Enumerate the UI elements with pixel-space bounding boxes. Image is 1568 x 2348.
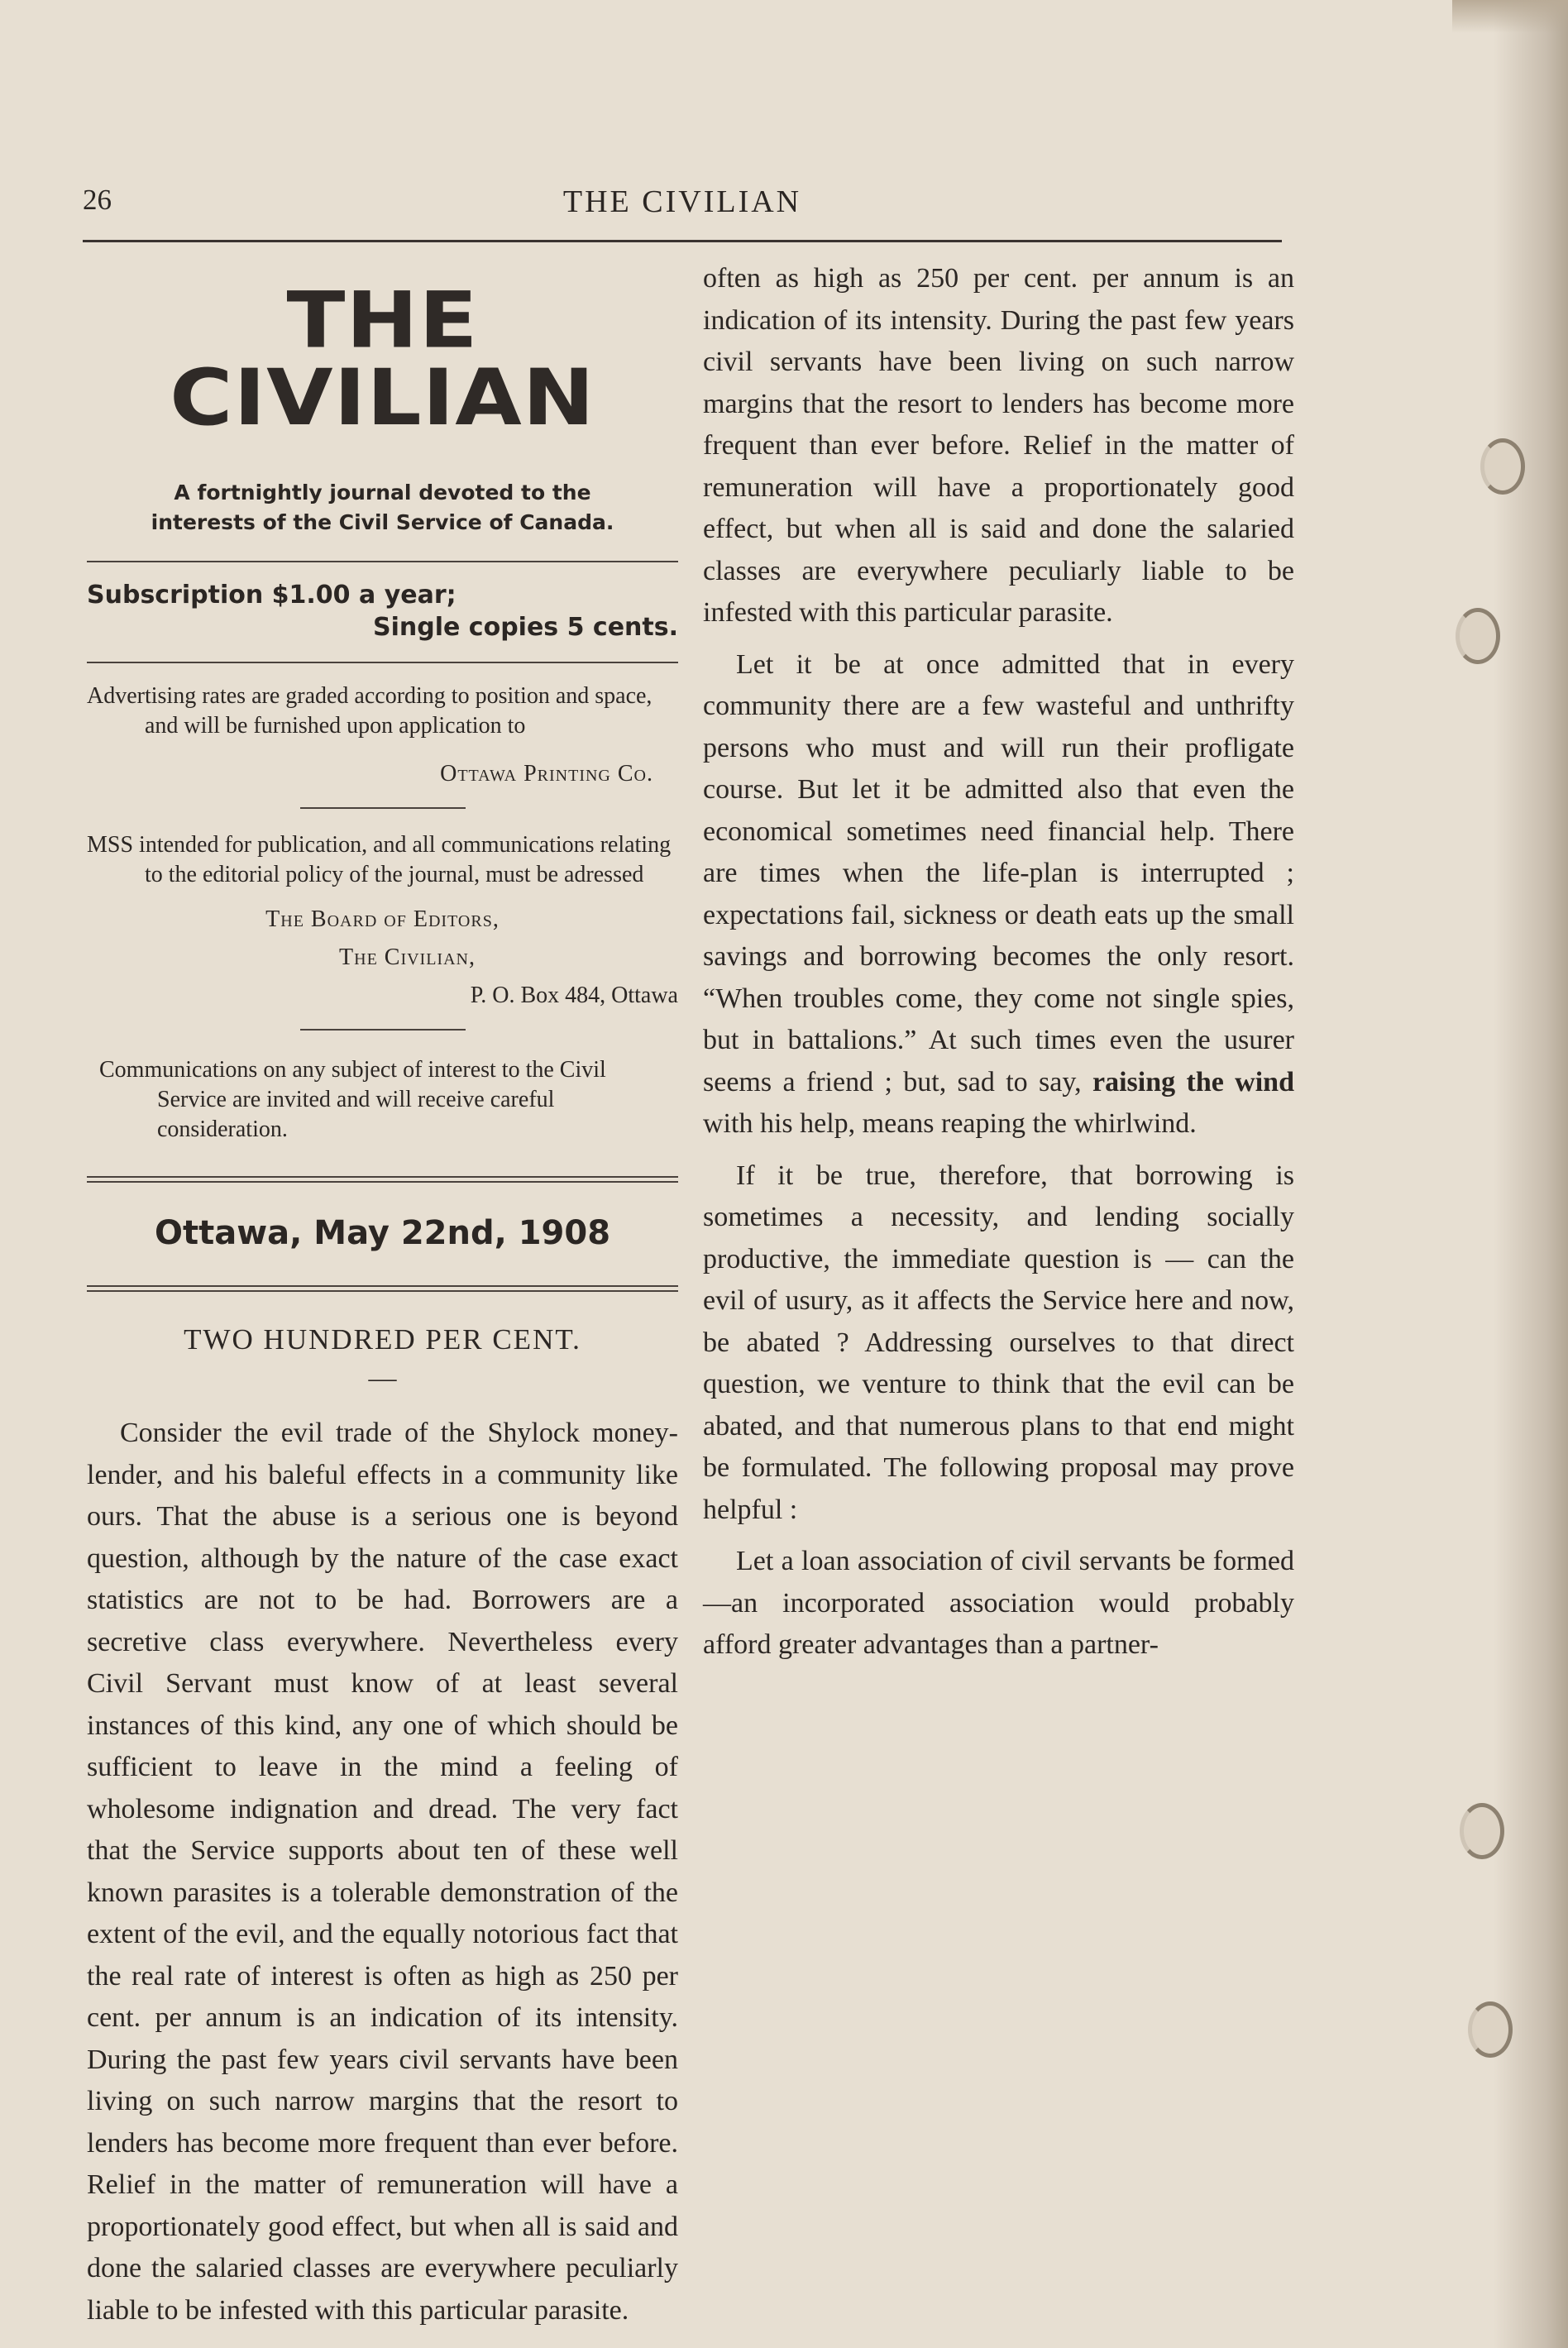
subscription-block [87, 581, 678, 642]
advertising-block [87, 681, 678, 789]
right-column [703, 258, 1294, 1676]
double-divider [87, 1176, 678, 1183]
header-rule [83, 240, 1282, 242]
paragraph-text: Let it be at once admitted that in every community there are a few wasteful and unthrifty persons who must and will run their profligate course. But let it be admitted also that even the economical sometimes need financial help. There are times when the life-plan is interrupted ; expectations fail, sickness or death eats up the small savings and borrowing becomes the only resort. “When troubles come, they come not single spies, but in battalions.” At such times even the usurer seems a friend ; but, sad to say, [703, 648, 1294, 1097]
printing-company: Ottawa Printing Co. [440, 761, 653, 787]
communications-text: Communications on any subject of interest to the Civil Service are invited and will receive careful consideration. [99, 1057, 606, 1142]
binding-hole [1480, 438, 1525, 495]
article-title: TWO HUNDRED PER CENT. [184, 1323, 581, 1356]
title-separator: — [368, 1363, 397, 1394]
editors-address-line: The Board of Editors, [265, 906, 500, 932]
editors-address-line: P. O. Box 484, Ottawa [470, 983, 678, 1008]
masthead-title: THE CIVILIAN [170, 275, 595, 443]
binding-hole [1456, 608, 1500, 664]
short-divider [300, 807, 466, 809]
paragraph-text: with his help, means reaping the whirlwind. [703, 1108, 1197, 1139]
left-column [87, 248, 678, 2326]
manuscripts-text: MSS intended for publication, and all communications relating to the editorial policy of the journal, must be adressed [87, 832, 672, 887]
article-paragraph [703, 644, 1294, 1145]
article-paragraph: Let a loan association of civil servants be formed—an incorporated association would probably afford greater advantages than a partner- [703, 1546, 1294, 1660]
editors-address-line: The Civilian, [339, 944, 476, 970]
article-paragraph: Consider the evil trade of the Shylock money-lender, and his baleful effects in a community like ours. That the abuse is a serious one is beyond question, although by the nature of the case exact statistics are not to be had. Borrowers are a secretive class everywhere. Nevertheless every Civil Servant must know of at least several instances of this kind, any one of which should be sufficient to leave in the mind a feeling of wholesome indignation and dread. The very fact that the Service supports about ten of these well known parasites is a tolerable demonstration of the extent of the evil, and the equally notorious fact that the real rate of interest is often as high as 250 per cent. per annum is an indication of its intensity. During the past few years civil servants have been living on such narrow margins that the resort to lenders has become more frequent than ever before. Relief in the matter of remuneration will have a proportionately good effect, but when all is said and done the salaried classes are everywhere peculiarly liable to be infested with this particular parasite. [87, 1418, 678, 2326]
subscription-price: Subscription $1.00 a year; [87, 581, 457, 610]
running-header [83, 184, 1282, 217]
bold-phrase: raising the wind [1092, 1066, 1294, 1097]
double-divider [87, 1285, 678, 1292]
page-edge-shadow [1494, 0, 1568, 2348]
page-number: 26 [83, 184, 112, 216]
single-copy-price: Single copies 5 cents. [373, 613, 678, 642]
dateline: Ottawa, May 22nd, 1908 [154, 1214, 611, 1252]
divider [87, 561, 678, 562]
page-corner-shadow [1452, 0, 1568, 33]
short-divider [300, 1029, 466, 1031]
article-paragraph: If it be true, therefore, that borrowing is sometimes a necessity, and lending socially productive, the immediate question is — can the evil of usury, as it affects the Service here and now, be abated ? Addressing ourselves to that direct question, we venture to think that the evil can be abated, and that numerous plans to that end might be formulated. The following proposal may prove helpful : [703, 1160, 1294, 1525]
advertising-text: Advertising rates are graded according to position and space, and will be furnished upon application to [87, 683, 653, 739]
masthead-tagline: A fortnightly journal devoted to the interests of the Civil Service of Canada. [151, 481, 614, 534]
manuscripts-block [87, 830, 678, 1011]
divider [87, 662, 678, 663]
article-body-left [87, 1413, 678, 2326]
running-title: THE CIVILIAN [562, 184, 802, 219]
binding-hole [1460, 1803, 1504, 1859]
article-paragraph: often as high as 250 per cent. per annum is an indication of its intensity. During the past few years civil servants have been living on such narrow margins that the resort to lenders has become more frequent than ever before. Relief in the matter of remuneration will have a proportionately good effect, but when all is said and done the salaried classes are everywhere peculiarly liable to be infested with this particular parasite. [703, 263, 1294, 628]
binding-hole [1468, 2001, 1513, 2058]
